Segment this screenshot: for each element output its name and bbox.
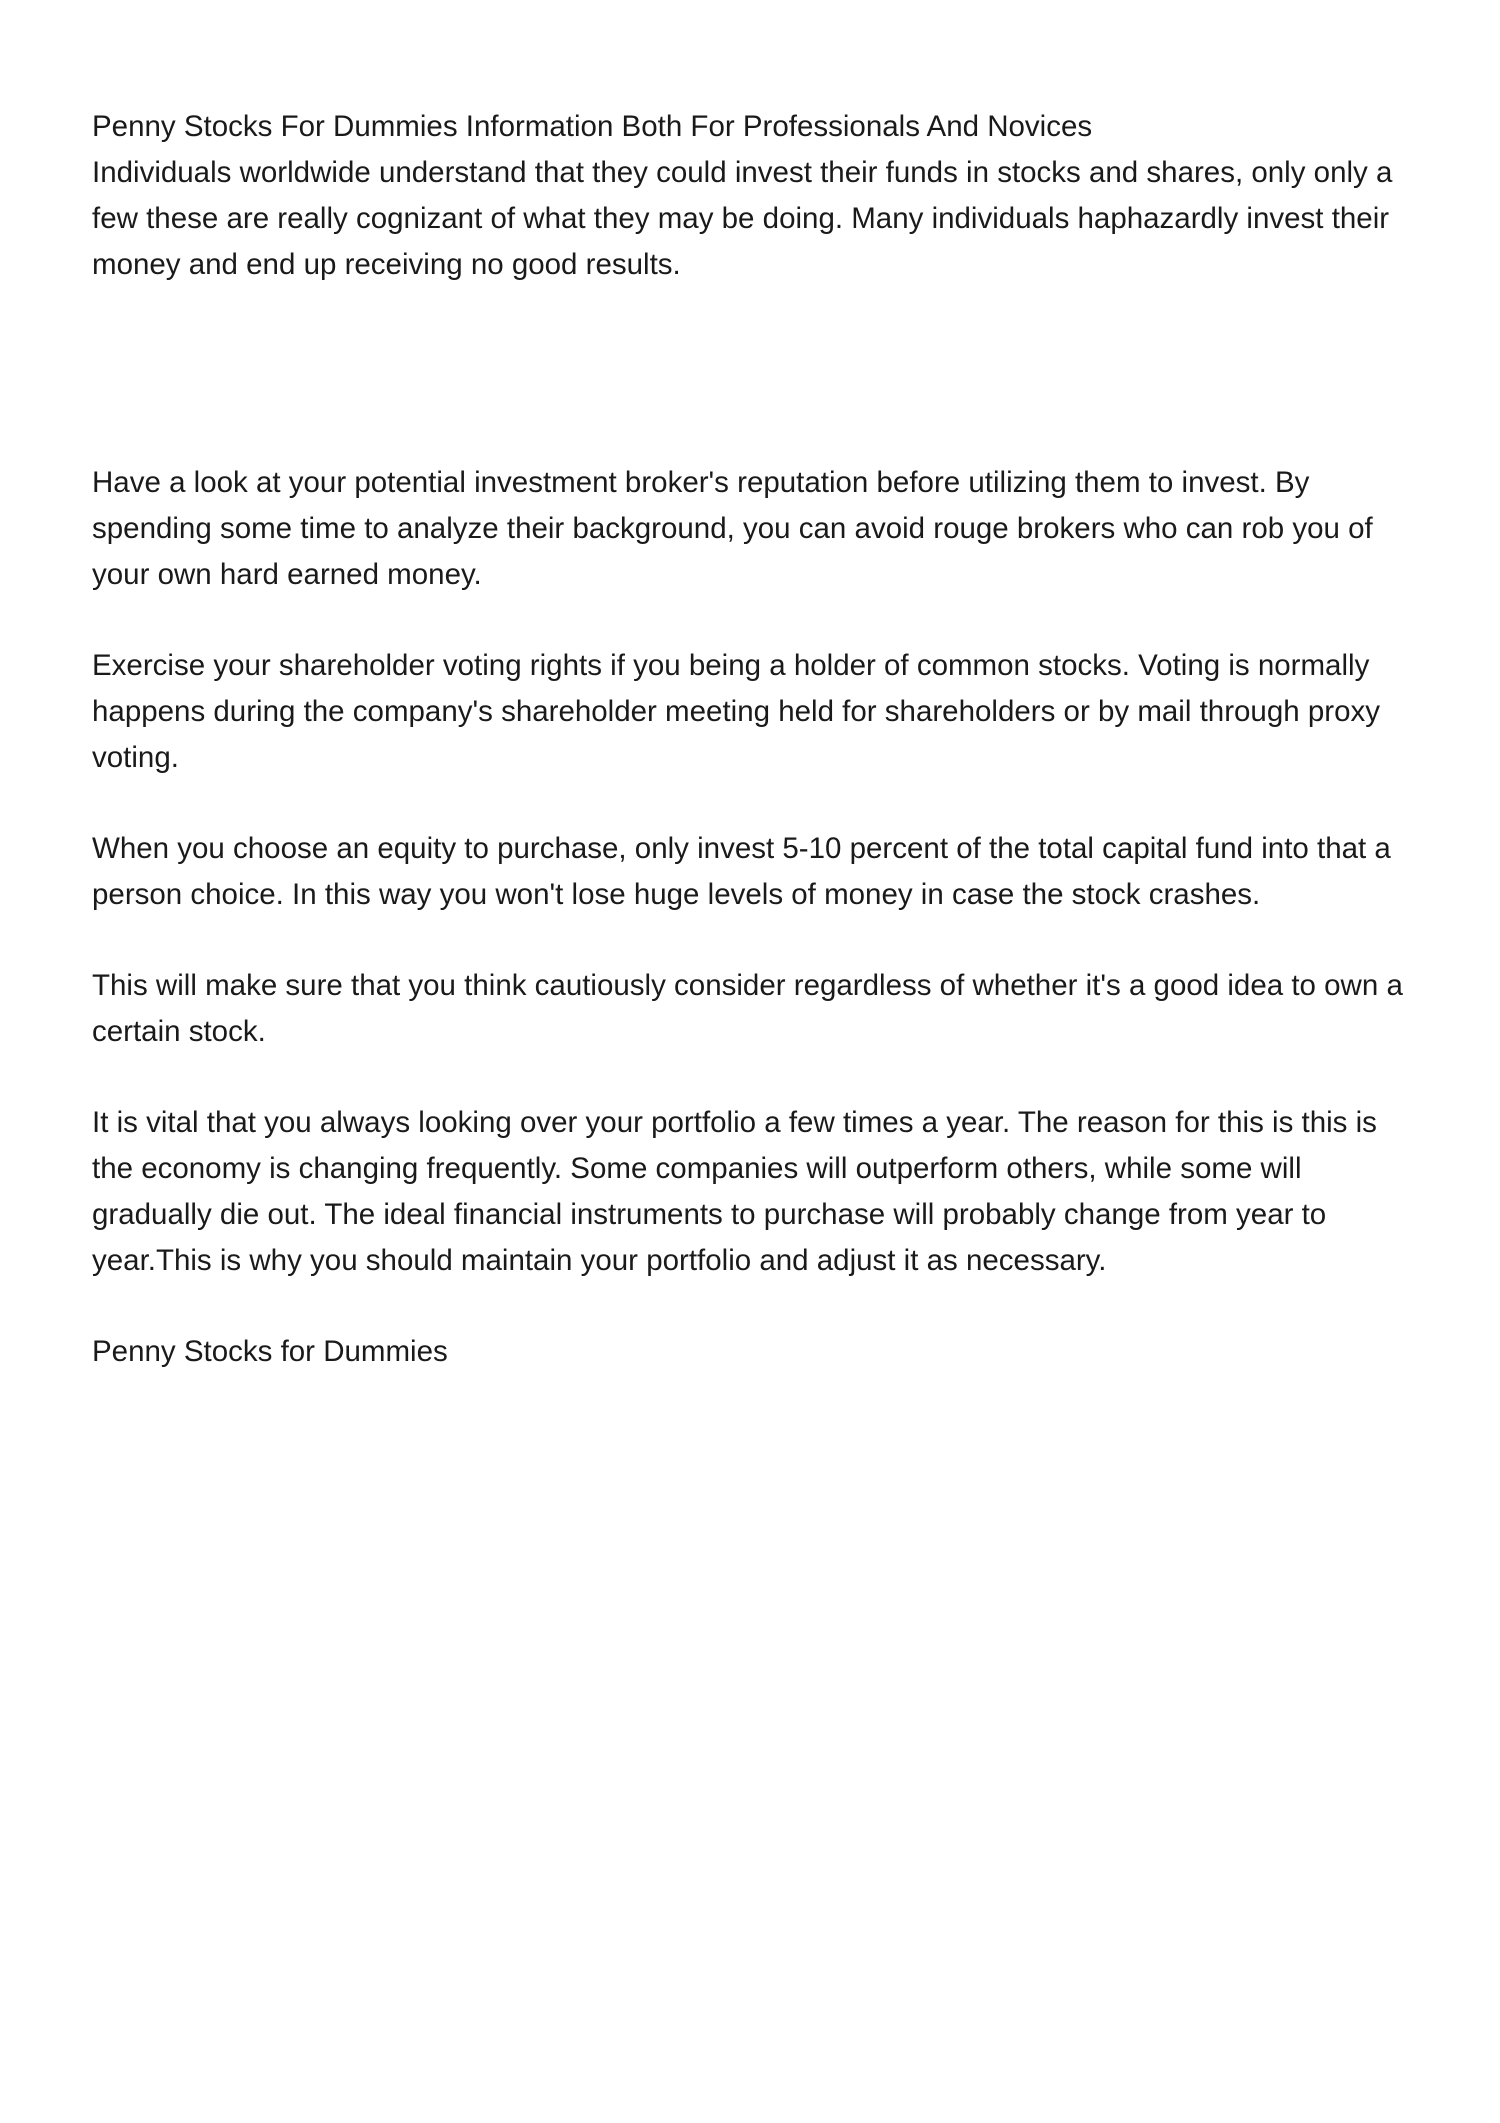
intro-paragraph: Individuals worldwide understand that they could invest their funds in stocks and shares, only only a few these are really cognizant of what they may be doing. Many individuals haphazardly invest their money and end up receiving no good results. (92, 156, 1393, 281)
paragraph-portfolio-review: It is vital that you always looking over your portfolio a few times a year. The reason for this is this is the economy is changing frequently. Some companies will outperform others, while some will gradually die out. The ideal financial instruments to purchase will probably change from year to year.This is why you should maintain your portfolio and adjust it as necessary. (92, 1106, 1377, 1277)
paragraph-broker-reputation: Have a look at your potential investment broker's reputation before utilizing them to invest. By spending some time to analyze their background, you can avoid rouge brokers who can rob you of your own hard earned money. (92, 466, 1373, 591)
paragraph-voting-rights: Exercise your shareholder voting rights if you being a holder of common stocks. Voting is normally happens during the company's shareholder meeting held for shareholders or by mail through proxy voting. (92, 649, 1380, 774)
penny-stocks-link[interactable]: Penny Stocks for Dummies (92, 1335, 448, 1368)
paragraph-own-stock: This will make sure that you think cautiously consider regardless of whether it's a good idea to own a certain stock. (92, 969, 1403, 1048)
paragraph-equity-percent: When you choose an equity to purchase, only invest 5-10 percent of the total capital fund into that a person choice. In this way you won't lose huge levels of money in case the stock crashes. (92, 832, 1391, 911)
spacer (92, 288, 1422, 460)
document-page (92, 104, 1422, 1375)
document-title: Penny Stocks For Dummies Information Both For Professionals And Novices (92, 110, 1093, 143)
